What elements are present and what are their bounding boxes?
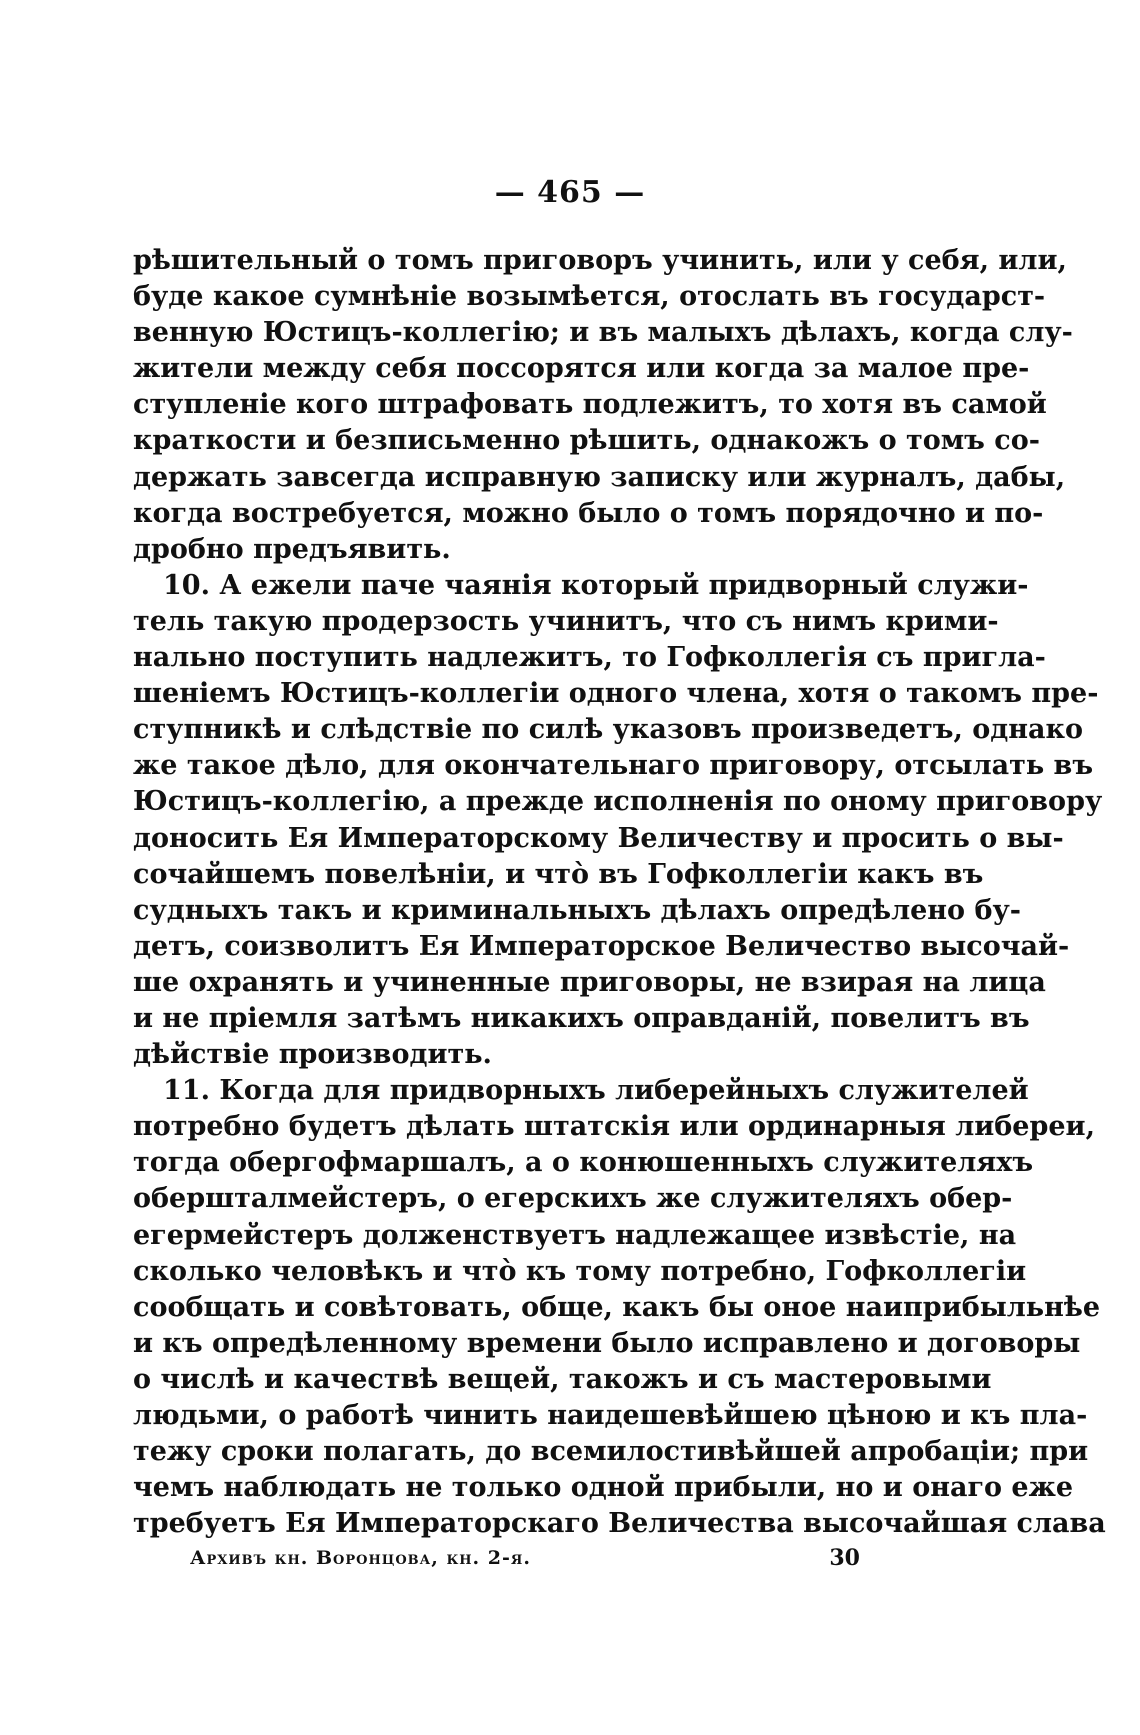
- text-line: ше охранять и учиненные приговоры, не взирая на лица: [133, 966, 1046, 998]
- text-line: буде какое сумнѣніе возымѣется, отослать въ государст-: [133, 281, 1046, 313]
- text-line: доносить Ея Императорскому Величеству и просить о вы-: [133, 822, 1064, 854]
- footer-source: Архивъ кн. Воронцова, кн. 2-я.: [190, 1547, 531, 1569]
- text-line: сообщать и совѣтовать, обще, какъ бы оное наиприбыльнѣе: [133, 1291, 1101, 1323]
- text-line: ступникѣ и слѣдствіе по силѣ указовъ произведетъ, однако: [133, 714, 1084, 746]
- page-footer: [190, 1543, 860, 1573]
- text-line: же такое дѣло, для окончательнаго приговору, отсылать въ: [133, 750, 1094, 782]
- text-line: потребно будетъ дѣлать штатскія или ординарныя либереи,: [133, 1111, 1095, 1143]
- page-number: — 465 —: [494, 175, 646, 210]
- text-line: сколько человѣкъ и что̀ къ тому потребно, Гофколлегіи: [133, 1255, 1027, 1287]
- text-line: требуетъ Ея Императорскаго Величества высочайшая слава: [133, 1508, 1106, 1540]
- text-line: когда востребуется, можно было о томъ порядочно и по-: [133, 497, 1044, 529]
- text-line: сочайшемъ повелѣніи, и что̀ въ Гофколлегіи какъ въ: [133, 858, 984, 890]
- text-line: Юстицъ-коллегію, а прежде исполненія по оному приговору: [133, 786, 1103, 818]
- text-line: обершталмейстеръ, о егерскихъ же служителяхъ обер-: [133, 1183, 1013, 1215]
- text-line: дробно предъявить.: [133, 533, 451, 565]
- text-line: чемъ наблюдать не только одной прибыли, но и онаго еже: [133, 1472, 1074, 1504]
- text-line: тель такую продерзость учинитъ, что съ нимъ крими-: [133, 605, 999, 637]
- text-line: тежу сроки полагать, до всемилостивѣйшей апробаціи; при: [133, 1436, 1089, 1468]
- text-line: дѣйствіе производить.: [133, 1039, 492, 1071]
- text-line: и къ опредѣленному времени было исправлено и договоры: [133, 1327, 1081, 1359]
- text-line: нально поступить надлежитъ, то Гофколлегія съ пригла-: [133, 642, 1046, 674]
- text-line: и не пріемля затѣмъ никакихъ оправданій, повелитъ въ: [133, 1002, 1030, 1034]
- body-text: [133, 243, 1106, 1542]
- text-line: детъ, соизволитъ Ея Императорское Величество высочай-: [133, 930, 1070, 962]
- text-line: людьми, о работѣ чинить наидешевѣйшею цѣною и къ пла-: [133, 1400, 1088, 1431]
- text-line: судныхъ такъ и криминальныхъ дѣлахъ опредѣлено бу-: [133, 894, 1021, 926]
- text-line: о числѣ и качествѣ вещей, такожъ и съ мастеровыми: [133, 1363, 992, 1395]
- text-line: рѣшительный о томъ приговоръ учинить, или у себя, или,: [133, 245, 1067, 276]
- text-line: краткости и безписьменно рѣшить, однакожъ о томъ со-: [133, 425, 1040, 457]
- footer-signature: 30: [829, 1545, 860, 1571]
- text-line: ступленіе кого штрафовать подлежитъ, то хотя въ самой: [133, 389, 1047, 421]
- text-line: жители между себя поссорятся или когда за малое пре-: [133, 353, 1030, 385]
- text-line: шеніемъ Юстицъ-коллегіи одного члена, хотя о такомъ пре-: [133, 678, 1099, 710]
- text-line: 11. Когда для придворныхъ либерейныхъ служителей: [163, 1075, 1029, 1107]
- text-line: держать завсегда исправную записку или журналъ, дабы,: [133, 461, 1066, 493]
- text-line: 10. А ежели паче чаянія который придворный служи-: [163, 569, 1029, 601]
- text-line: венную Юстицъ-коллегію; и въ малыхъ дѣлахъ, когда слу-: [133, 317, 1073, 349]
- text-line: тогда обергофмаршалъ, а о конюшенныхъ служителяхъ: [133, 1147, 1034, 1179]
- text-line: егермейстеръ долженствуетъ надлежащее извѣстіе, на: [133, 1219, 1017, 1251]
